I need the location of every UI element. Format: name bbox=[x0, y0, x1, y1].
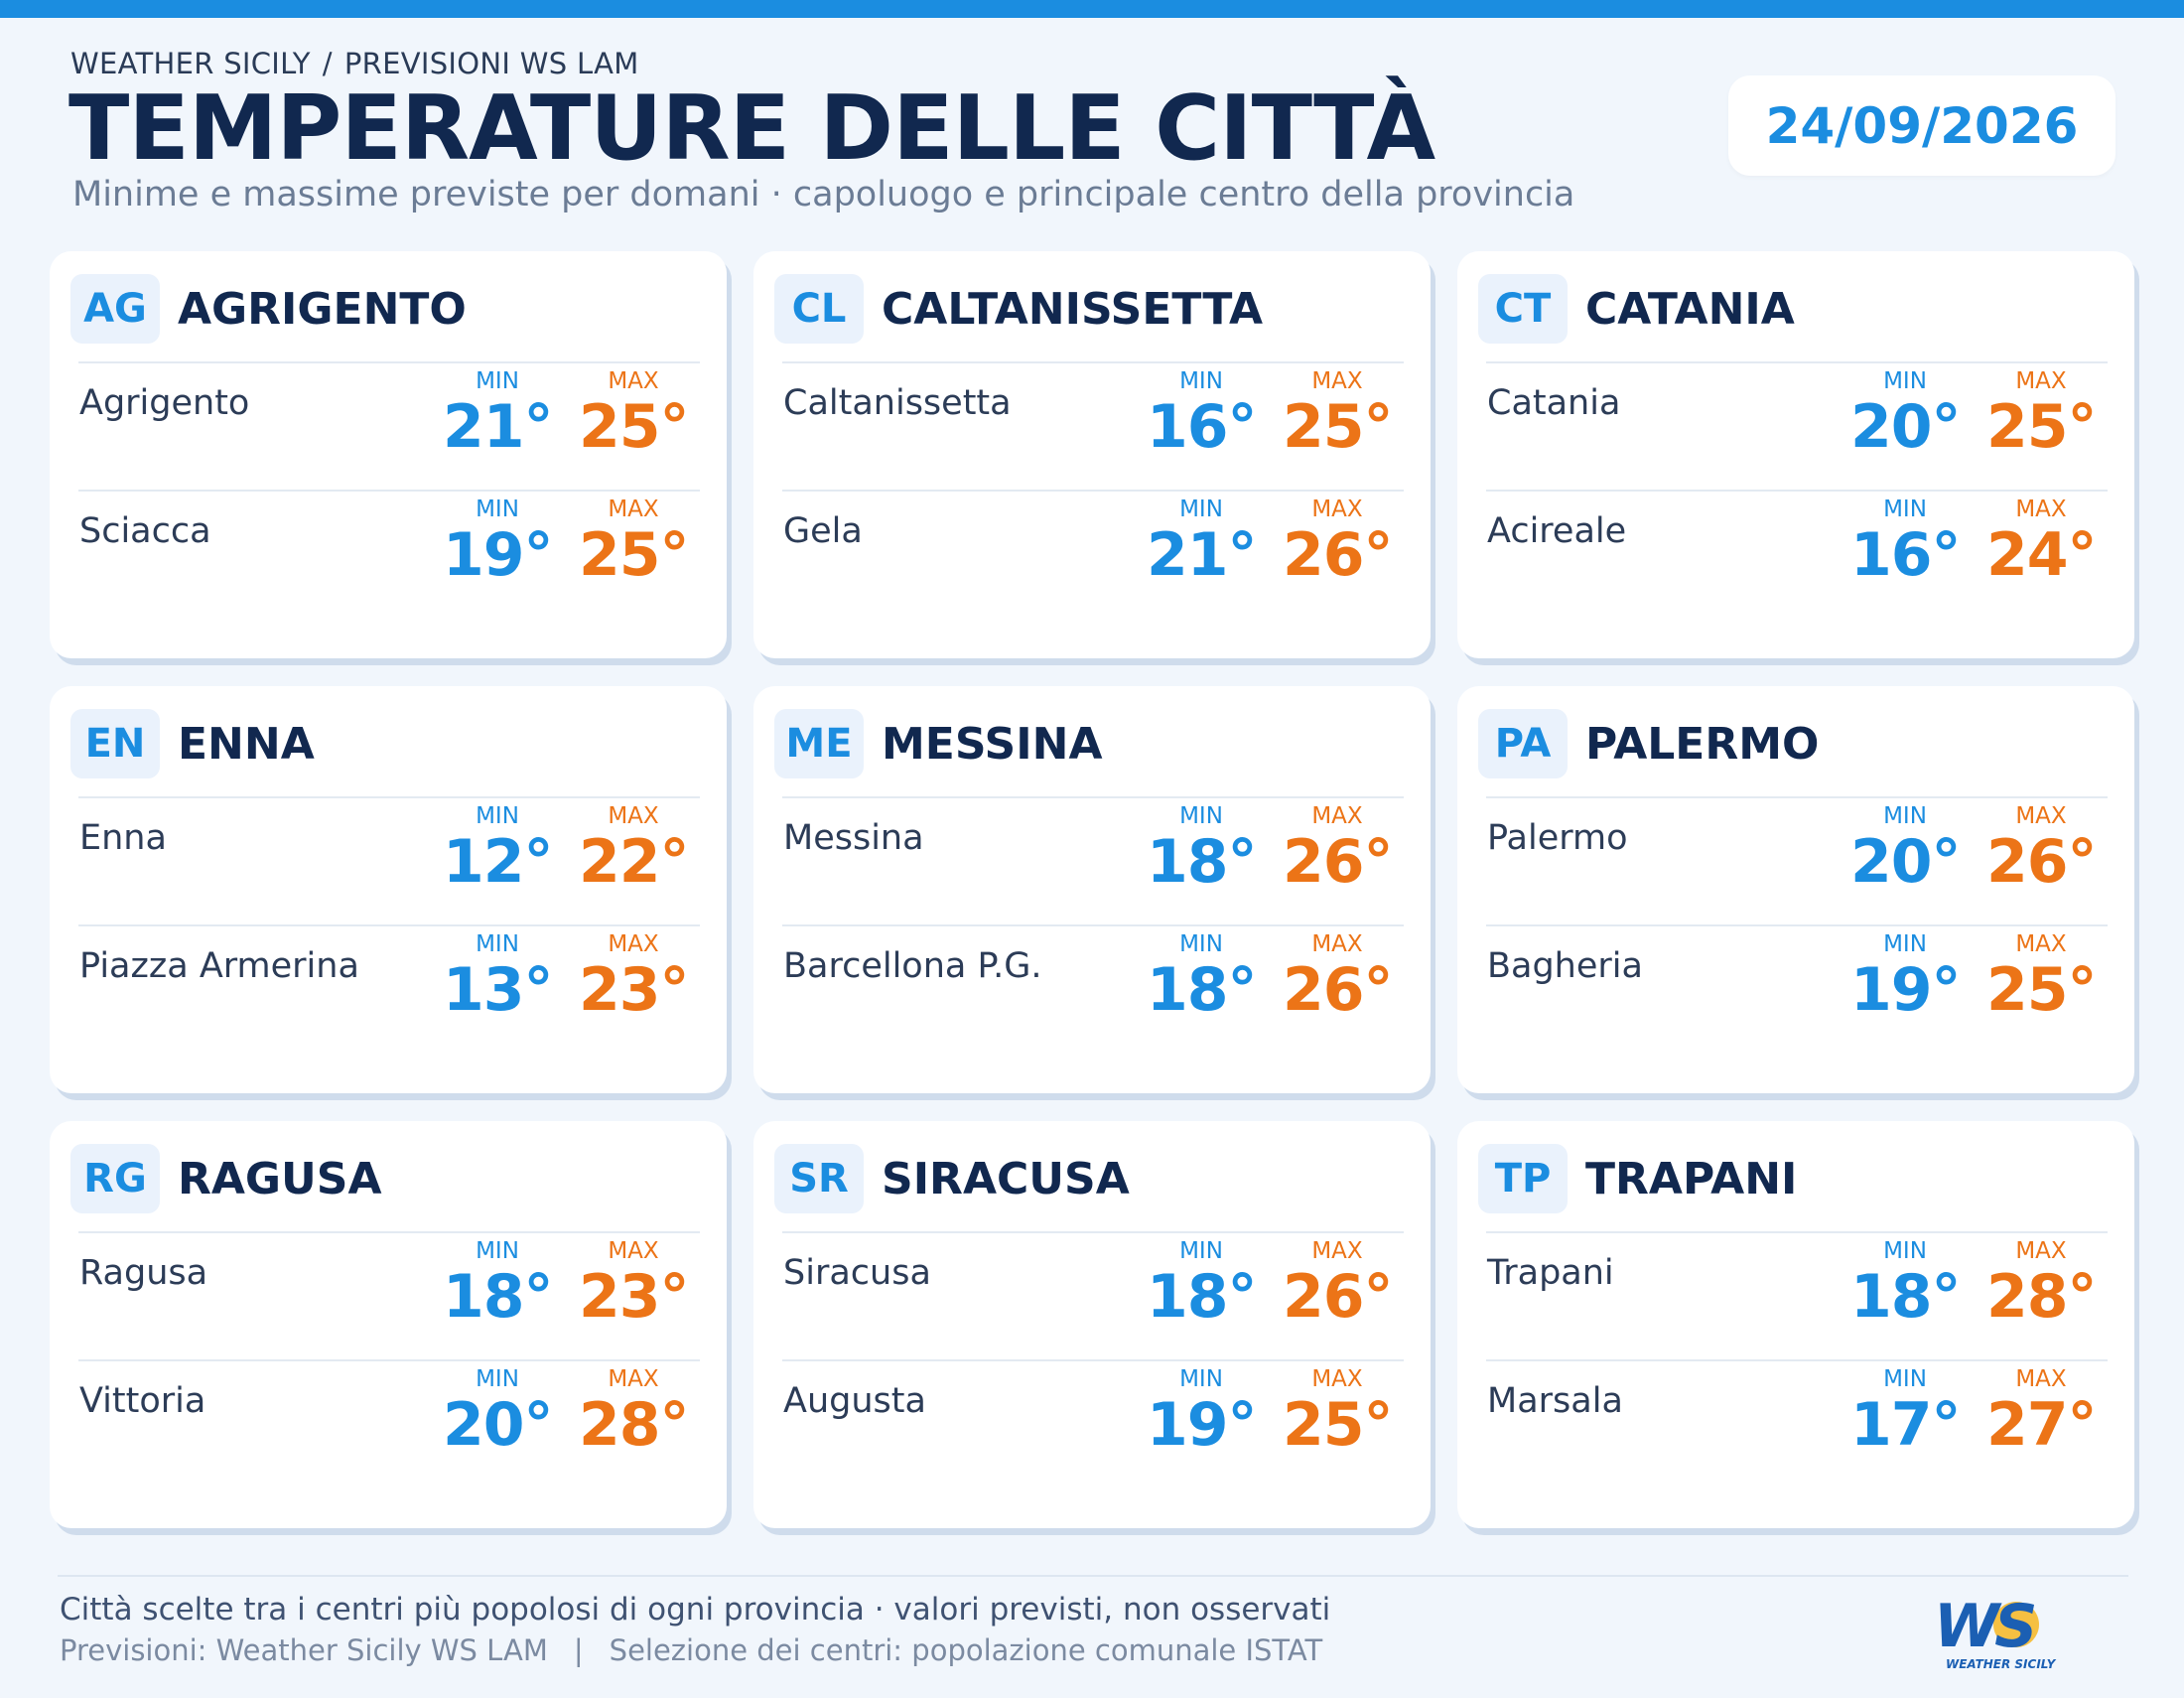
max-label: MAX bbox=[1311, 368, 1363, 394]
min-label: MIN bbox=[1883, 803, 1927, 829]
city-row bbox=[782, 1359, 1404, 1488]
date-badge: 24/09/2026 bbox=[1728, 75, 2116, 176]
min-temp bbox=[443, 930, 553, 1025]
max-value: 24° bbox=[1986, 520, 2097, 590]
max-temp bbox=[1986, 495, 2097, 590]
city-name: Barcellona P.G. bbox=[783, 946, 1042, 986]
eyebrow-separator: / bbox=[322, 47, 333, 80]
max-temp bbox=[1283, 1237, 1393, 1332]
footer-separator: | bbox=[573, 1633, 584, 1667]
province-header bbox=[70, 709, 315, 778]
max-label: MAX bbox=[2015, 1238, 2067, 1264]
min-label: MIN bbox=[1179, 803, 1223, 829]
max-value: 26° bbox=[1986, 827, 2097, 897]
footer-divider bbox=[58, 1575, 2128, 1577]
city-name: Enna bbox=[79, 818, 167, 858]
min-value: 18° bbox=[1147, 1262, 1257, 1332]
max-value: 22° bbox=[579, 827, 689, 897]
city-row bbox=[782, 490, 1404, 619]
province-header bbox=[1478, 1144, 1797, 1213]
min-temp bbox=[443, 495, 553, 590]
min-value: 16° bbox=[1850, 520, 1961, 590]
province-code-badge: TP bbox=[1478, 1144, 1568, 1213]
min-temp bbox=[443, 367, 553, 462]
province-code-badge: EN bbox=[70, 709, 160, 778]
city-name: Caltanissetta bbox=[783, 383, 1012, 423]
footer-selection: Selezione dei centri: popolazione comunale ISTAT bbox=[609, 1633, 1323, 1667]
max-temp bbox=[1986, 1365, 2097, 1460]
min-temp bbox=[1850, 1237, 1961, 1332]
max-label: MAX bbox=[608, 496, 659, 522]
min-temp bbox=[1850, 495, 1961, 590]
province-name: TRAPANI bbox=[1585, 1153, 1798, 1204]
max-temp bbox=[579, 495, 689, 590]
max-temp bbox=[1986, 802, 2097, 897]
city-row bbox=[78, 490, 700, 619]
city-name: Messina bbox=[783, 818, 924, 858]
min-value: 18° bbox=[1147, 827, 1257, 897]
max-temp bbox=[1986, 1237, 2097, 1332]
max-temp bbox=[1986, 930, 2097, 1025]
max-temp bbox=[1986, 367, 2097, 462]
min-temp bbox=[1147, 1365, 1257, 1460]
max-label: MAX bbox=[2015, 803, 2067, 829]
min-value: 21° bbox=[1147, 520, 1257, 590]
min-label: MIN bbox=[476, 931, 519, 957]
min-value: 21° bbox=[443, 392, 553, 462]
max-label: MAX bbox=[1311, 803, 1363, 829]
max-value: 25° bbox=[579, 392, 689, 462]
max-value: 25° bbox=[1283, 392, 1393, 462]
city-row bbox=[78, 924, 700, 1054]
province-name: CALTANISSETTA bbox=[882, 283, 1264, 335]
max-value: 26° bbox=[1283, 1262, 1393, 1332]
province-header bbox=[774, 274, 1263, 344]
min-value: 18° bbox=[1850, 1262, 1961, 1332]
min-value: 16° bbox=[1147, 392, 1257, 462]
city-name: Palermo bbox=[1487, 818, 1628, 858]
max-label: MAX bbox=[608, 931, 659, 957]
province-card-ct bbox=[1457, 251, 2134, 658]
max-temp bbox=[1283, 367, 1393, 462]
min-label: MIN bbox=[1179, 1238, 1223, 1264]
max-label: MAX bbox=[608, 368, 659, 394]
min-temp bbox=[443, 802, 553, 897]
max-value: 27° bbox=[1986, 1390, 2097, 1460]
min-temp bbox=[1147, 1237, 1257, 1332]
province-card-sr bbox=[753, 1121, 1431, 1528]
min-label: MIN bbox=[476, 1366, 519, 1392]
max-label: MAX bbox=[608, 1238, 659, 1264]
max-label: MAX bbox=[1311, 931, 1363, 957]
min-label: MIN bbox=[476, 1238, 519, 1264]
min-value: 20° bbox=[1850, 392, 1961, 462]
city-row bbox=[1486, 361, 2108, 491]
min-temp bbox=[1147, 495, 1257, 590]
min-temp bbox=[1850, 802, 1961, 897]
brand-label: WEATHER SICILY bbox=[70, 47, 311, 80]
province-name: MESSINA bbox=[882, 718, 1103, 770]
province-name: RAGUSA bbox=[178, 1153, 382, 1204]
city-row bbox=[78, 1231, 700, 1360]
min-temp bbox=[1147, 367, 1257, 462]
province-card-ag bbox=[50, 251, 727, 658]
min-label: MIN bbox=[1179, 931, 1223, 957]
eyebrow bbox=[70, 47, 639, 80]
city-name: Bagheria bbox=[1487, 946, 1643, 986]
max-temp bbox=[1283, 1365, 1393, 1460]
province-card-me bbox=[753, 686, 1431, 1093]
min-label: MIN bbox=[1883, 368, 1927, 394]
province-code-badge: SR bbox=[774, 1144, 864, 1213]
province-code-badge: CT bbox=[1478, 274, 1568, 344]
min-label: MIN bbox=[476, 803, 519, 829]
min-temp bbox=[443, 1237, 553, 1332]
province-grid bbox=[50, 251, 2134, 1532]
weather-sicily-logo bbox=[1932, 1594, 2061, 1673]
city-row bbox=[782, 924, 1404, 1054]
province-card-pa bbox=[1457, 686, 2134, 1093]
max-temp bbox=[1283, 802, 1393, 897]
province-code-badge: RG bbox=[70, 1144, 160, 1213]
province-code-badge: AG bbox=[70, 274, 160, 344]
city-row bbox=[78, 796, 700, 925]
province-header bbox=[1478, 709, 1819, 778]
province-code-badge: CL bbox=[774, 274, 864, 344]
max-label: MAX bbox=[2015, 1366, 2067, 1392]
city-name: Ragusa bbox=[79, 1253, 208, 1293]
province-name: CATANIA bbox=[1585, 283, 1795, 335]
province-card-cl bbox=[753, 251, 1431, 658]
city-row bbox=[1486, 924, 2108, 1054]
city-name: Marsala bbox=[1487, 1381, 1623, 1421]
footer-credits bbox=[60, 1633, 1322, 1667]
max-value: 26° bbox=[1283, 520, 1393, 590]
min-label: MIN bbox=[1179, 1366, 1223, 1392]
max-value: 28° bbox=[1986, 1262, 2097, 1332]
max-label: MAX bbox=[1311, 496, 1363, 522]
min-temp bbox=[1850, 930, 1961, 1025]
province-header bbox=[70, 274, 467, 344]
city-row bbox=[1486, 490, 2108, 619]
city-row bbox=[782, 1231, 1404, 1360]
min-label: MIN bbox=[1883, 1366, 1927, 1392]
city-name: Sciacca bbox=[79, 511, 211, 551]
min-value: 19° bbox=[1850, 955, 1961, 1025]
city-row bbox=[78, 361, 700, 491]
max-value: 25° bbox=[1283, 1390, 1393, 1460]
province-name: AGRIGENTO bbox=[178, 283, 467, 335]
min-label: MIN bbox=[1179, 368, 1223, 394]
min-value: 19° bbox=[443, 520, 553, 590]
province-name: ENNA bbox=[178, 718, 315, 770]
max-label: MAX bbox=[1311, 1366, 1363, 1392]
min-label: MIN bbox=[1883, 931, 1927, 957]
city-name: Gela bbox=[783, 511, 863, 551]
city-name: Augusta bbox=[783, 1381, 926, 1421]
min-label: MIN bbox=[1883, 1238, 1927, 1264]
min-value: 12° bbox=[443, 827, 553, 897]
province-header bbox=[774, 1144, 1130, 1213]
city-row bbox=[1486, 1359, 2108, 1488]
max-value: 25° bbox=[1986, 955, 2097, 1025]
min-value: 18° bbox=[1147, 955, 1257, 1025]
max-value: 25° bbox=[1986, 392, 2097, 462]
min-temp bbox=[1850, 367, 1961, 462]
min-value: 19° bbox=[1147, 1390, 1257, 1460]
min-value: 17° bbox=[1850, 1390, 1961, 1460]
min-label: MIN bbox=[476, 496, 519, 522]
min-temp bbox=[1850, 1365, 1961, 1460]
footer-source: Previsioni: Weather Sicily WS LAM bbox=[60, 1633, 548, 1667]
city-row bbox=[1486, 796, 2108, 925]
max-label: MAX bbox=[608, 1366, 659, 1392]
min-label: MIN bbox=[476, 368, 519, 394]
max-value: 26° bbox=[1283, 827, 1393, 897]
max-value: 23° bbox=[579, 1262, 689, 1332]
province-card-en bbox=[50, 686, 727, 1093]
city-name: Catania bbox=[1487, 383, 1621, 423]
max-label: MAX bbox=[608, 803, 659, 829]
min-temp bbox=[1147, 802, 1257, 897]
max-value: 25° bbox=[579, 520, 689, 590]
page-title: TEMPERATURE DELLE CITTÀ bbox=[68, 76, 1435, 181]
max-label: MAX bbox=[1311, 1238, 1363, 1264]
max-temp bbox=[1283, 930, 1393, 1025]
min-label: MIN bbox=[1179, 496, 1223, 522]
max-label: MAX bbox=[2015, 496, 2067, 522]
province-code-badge: ME bbox=[774, 709, 864, 778]
province-header bbox=[1478, 274, 1795, 344]
max-value: 28° bbox=[579, 1390, 689, 1460]
page-subtitle: Minime e massime previste per domani · capoluogo e principale centro della provincia bbox=[72, 175, 1575, 214]
city-name: Siracusa bbox=[783, 1253, 931, 1293]
max-temp bbox=[1283, 495, 1393, 590]
province-header bbox=[70, 1144, 382, 1213]
max-temp bbox=[579, 1365, 689, 1460]
max-value: 26° bbox=[1283, 955, 1393, 1025]
province-header bbox=[774, 709, 1103, 778]
min-value: 20° bbox=[443, 1390, 553, 1460]
section-label: PREVISIONI WS LAM bbox=[343, 47, 639, 80]
footer-note: Città scelte tra i centri più popolosi di ogni provincia · valori previsti, non osservati bbox=[60, 1592, 1331, 1627]
min-value: 13° bbox=[443, 955, 553, 1025]
city-row bbox=[78, 1359, 700, 1488]
city-name: Agrigento bbox=[79, 383, 250, 423]
max-label: MAX bbox=[2015, 931, 2067, 957]
max-temp bbox=[579, 367, 689, 462]
min-temp bbox=[1147, 930, 1257, 1025]
city-row bbox=[1486, 1231, 2108, 1360]
max-value: 23° bbox=[579, 955, 689, 1025]
max-label: MAX bbox=[2015, 368, 2067, 394]
city-name: Acireale bbox=[1487, 511, 1627, 551]
province-name: SIRACUSA bbox=[882, 1153, 1130, 1204]
logo-tagline: WEATHER SICILY bbox=[1946, 1657, 2056, 1671]
province-card-tp bbox=[1457, 1121, 2134, 1528]
min-value: 20° bbox=[1850, 827, 1961, 897]
province-code-badge: PA bbox=[1478, 709, 1568, 778]
max-temp bbox=[579, 930, 689, 1025]
min-value: 18° bbox=[443, 1262, 553, 1332]
max-temp bbox=[579, 1237, 689, 1332]
max-temp bbox=[579, 802, 689, 897]
city-name: Vittoria bbox=[79, 1381, 206, 1421]
province-card-rg bbox=[50, 1121, 727, 1528]
city-name: Trapani bbox=[1487, 1253, 1614, 1293]
min-temp bbox=[443, 1365, 553, 1460]
min-label: MIN bbox=[1883, 496, 1927, 522]
city-row bbox=[782, 796, 1404, 925]
logo-mark: WS bbox=[1934, 1592, 2033, 1661]
city-row bbox=[782, 361, 1404, 491]
top-accent-bar bbox=[0, 0, 2184, 18]
province-name: PALERMO bbox=[1585, 718, 1820, 770]
city-name: Piazza Armerina bbox=[79, 946, 359, 986]
